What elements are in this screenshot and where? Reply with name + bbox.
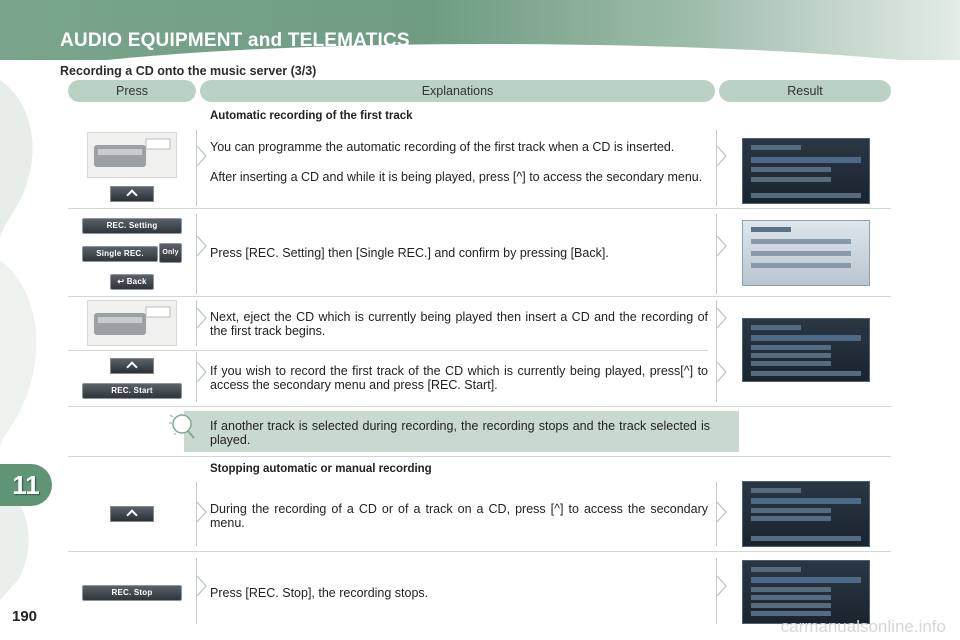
watermark: carmanualsonline.info bbox=[780, 617, 946, 636]
row-separator bbox=[68, 350, 708, 351]
column-divider bbox=[716, 130, 717, 206]
note-text: If another track is selected during recording, the recording stops and the track selected is played. bbox=[210, 419, 710, 447]
chevron-right-icon bbox=[196, 145, 208, 167]
back-button bbox=[110, 274, 154, 290]
up-arrow-button bbox=[110, 186, 154, 202]
leaf-decoration-icon bbox=[0, 60, 60, 640]
row-separator bbox=[68, 456, 891, 457]
chapter-tab bbox=[0, 464, 52, 506]
page-number: 190 bbox=[12, 608, 38, 625]
result-screen-1 bbox=[742, 138, 870, 204]
result-screen-3 bbox=[742, 318, 870, 382]
chevron-right-icon bbox=[716, 235, 728, 257]
page-title: AUDIO EQUIPMENT and TELEMATICS bbox=[60, 30, 410, 51]
only-label: Only bbox=[159, 243, 182, 263]
chevron-right-icon bbox=[196, 235, 208, 257]
row5-text: During the recording of a CD or of a track on a CD, press [^] to access the secondary menu. bbox=[210, 502, 708, 530]
result-screen-5 bbox=[742, 560, 870, 624]
rec-start-button: REC. Start bbox=[82, 383, 182, 399]
rec-setting-button: REC. Setting bbox=[82, 218, 182, 234]
chapter-number: 11 bbox=[12, 470, 40, 500]
chevron-right-icon bbox=[196, 361, 208, 383]
row-separator bbox=[68, 208, 891, 209]
cd-player-image bbox=[87, 132, 177, 178]
lightbulb-icon bbox=[168, 411, 196, 441]
chevron-right-icon bbox=[196, 501, 208, 523]
column-header-press: Press bbox=[68, 80, 196, 102]
section-title-stopping: Stopping automatic or manual recording bbox=[210, 463, 432, 475]
row1-text-b: After inserting a CD and while it is being played, press [^] to access the secondary menu. bbox=[210, 170, 703, 184]
chevron-right-icon bbox=[716, 501, 728, 523]
page-subtitle: Recording a CD onto the music server (3/3) bbox=[60, 64, 317, 78]
section-title-automatic: Automatic recording of the first track bbox=[210, 110, 413, 122]
column-divider bbox=[196, 130, 197, 206]
cd-player-image bbox=[87, 300, 177, 346]
row-separator bbox=[68, 551, 891, 552]
single-rec-button: Single REC. bbox=[82, 246, 158, 262]
row4-text: If you wish to record the first track of the CD which is currently being played, press[^] to access the secondary menu and press [REC. Start]. bbox=[210, 364, 708, 392]
result-screen-4 bbox=[742, 481, 870, 547]
row3-text: Next, eject the CD which is currently being played then insert a CD and the recording of the first track begins. bbox=[210, 310, 708, 338]
rec-stop-button: REC. Stop bbox=[82, 585, 182, 601]
chevron-right-icon bbox=[716, 145, 728, 167]
chevron-right-icon bbox=[196, 575, 208, 597]
column-header-result: Result bbox=[719, 80, 891, 102]
chevron-right-icon bbox=[196, 307, 208, 329]
row-separator bbox=[68, 406, 891, 407]
back-arrow-icon: ↩ bbox=[117, 277, 127, 286]
column-header-explanations: Explanations bbox=[200, 80, 715, 102]
chevron-right-icon bbox=[716, 575, 728, 597]
up-arrow-button bbox=[110, 358, 154, 374]
row6-text: Press [REC. Stop], the recording stops. bbox=[210, 586, 429, 600]
row1-text-a: You can programme the automatic recording of the first track when a CD is inserted. bbox=[210, 140, 675, 154]
back-button-label: Back bbox=[126, 277, 147, 286]
chevron-right-icon bbox=[716, 307, 728, 329]
chevron-right-icon bbox=[716, 361, 728, 383]
row-separator bbox=[68, 296, 891, 297]
up-arrow-button bbox=[110, 506, 154, 522]
row2-text: Press [REC. Setting] then [Single REC.] and confirm by pressing [Back]. bbox=[210, 246, 609, 260]
result-screen-2 bbox=[742, 220, 870, 286]
